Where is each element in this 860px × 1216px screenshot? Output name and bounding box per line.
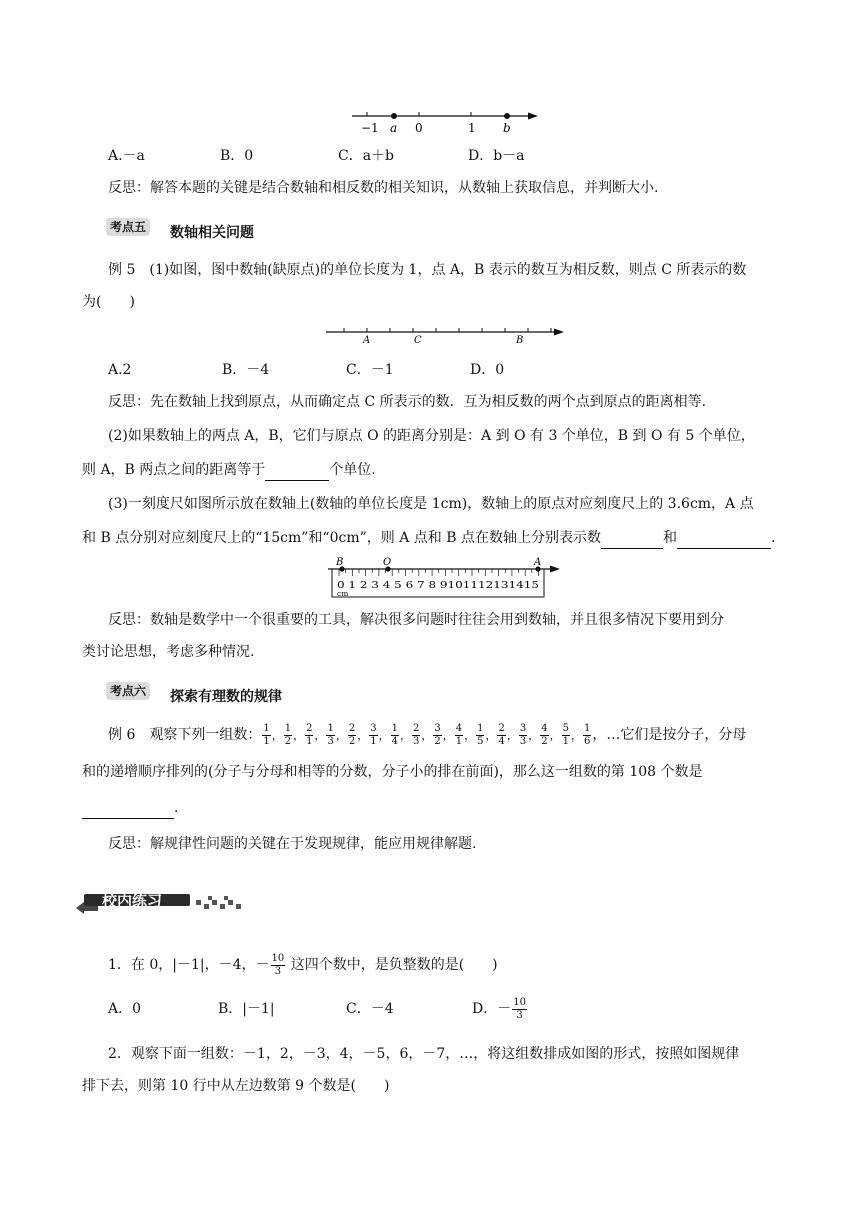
- example-5-part-3-cont: [82, 528, 775, 549]
- section-tag: 考点六: [106, 682, 150, 700]
- reflection-text: 反思：解答本题的关键是结合数轴和相反数的相关知识，从数轴上获取信息，并判断大小.: [108, 180, 659, 196]
- separator: ，: [528, 729, 540, 742]
- numerator: 1: [583, 722, 591, 734]
- fraction: [433, 723, 441, 748]
- option-a: A．0: [108, 1001, 142, 1017]
- example-6-text-end: [82, 798, 178, 819]
- fraction: [583, 723, 591, 748]
- text: .: [770, 530, 776, 546]
- separator: ，: [485, 729, 497, 742]
- question-2: 2．观察下面一组数：－1，2，－3，4，－5，6，－7，…，将这组数排成如图的形式，按照如图规律: [108, 1046, 740, 1062]
- denominator: 2: [348, 735, 356, 747]
- option-a: A.2: [108, 362, 132, 378]
- fraction: [326, 723, 334, 748]
- option-b: B．|－1|: [218, 1001, 275, 1017]
- numerator: 3: [370, 722, 377, 734]
- numerator: 2: [498, 722, 505, 734]
- example-5-part-2-cont: [82, 460, 376, 481]
- point-label: O: [383, 557, 392, 568]
- option-b: B．0: [220, 148, 254, 164]
- numerator: 1: [391, 722, 398, 734]
- fraction: [391, 723, 399, 748]
- fraction: [540, 723, 548, 748]
- numerator: 1: [284, 722, 292, 734]
- text: 和 B 点分别对应刻度尺上的“15cm”和“0cm”，则 A 点和 B 点在数轴上分别表示数: [82, 530, 601, 546]
- text: D．－: [472, 1001, 512, 1017]
- practice-banner: [74, 888, 246, 916]
- axis-label: B: [516, 335, 524, 346]
- example-6-text-cont: 和的递增顺序排列的(分子与分母和相等的分数，分子小的排在前面)，那么这一组数的第 108 个数是: [82, 764, 703, 780]
- denominator: 3: [327, 735, 334, 747]
- numerator: 10: [271, 952, 285, 964]
- point-label: A: [534, 557, 542, 568]
- answer-blank[interactable]: [677, 528, 771, 549]
- numerator: 5: [562, 722, 569, 734]
- example-5-text-cont: 为( ): [82, 294, 135, 310]
- denominator: 4: [391, 735, 398, 747]
- point-label: B: [336, 557, 344, 568]
- separator: ，: [293, 729, 305, 742]
- ruler-unit: cm: [337, 589, 349, 598]
- fraction: [284, 723, 292, 748]
- fraction: [369, 723, 377, 748]
- section-title: 探索有理数的规律: [170, 689, 282, 705]
- axis-label: −1: [361, 121, 379, 135]
- fraction: [348, 723, 356, 748]
- separator: ，: [442, 729, 454, 742]
- separator: ，: [421, 729, 433, 742]
- numerator: 10: [513, 996, 526, 1008]
- numerator: 3: [434, 722, 441, 734]
- fraction: [455, 723, 463, 748]
- example-5-part-2: (2)如果数轴上的两点 A，B，它们与原点 O 的距离分别是：A 到 O 有 3 个单位，B 到 O 有 5 个单位，: [108, 428, 755, 444]
- answer-blank[interactable]: [82, 798, 174, 819]
- numerator: 1: [327, 722, 334, 734]
- reflection-text: 反思：数轴是数学中一个很重要的工具，解决很多问题时往往会用到数轴，并且很多情况下要用到分: [108, 612, 724, 628]
- fraction: [562, 723, 570, 748]
- denominator: 2: [434, 735, 441, 747]
- question-1: [108, 950, 498, 980]
- ruler-digits: 0 1 2 3 4 5 6 7 8 9101112131415: [337, 580, 539, 591]
- denominator: 2: [284, 735, 292, 747]
- option-b: B．－4: [222, 362, 270, 378]
- denominator: 5: [477, 735, 484, 747]
- denominator: 1: [455, 735, 463, 747]
- axis-label: A: [363, 335, 371, 346]
- separator: ，: [378, 729, 390, 742]
- text: 个单位.: [329, 462, 376, 478]
- numerator: 1: [477, 722, 484, 734]
- denominator: 3: [516, 1009, 523, 1021]
- example-5-part-3: (3)一刻度尺如图所示放在数轴上(数轴的单位长度是 1cm)，数轴上的原点对应刻度尺上的 3.6cm，A 点: [108, 496, 754, 512]
- denominator: 1: [306, 735, 313, 747]
- fraction: [271, 953, 286, 978]
- separator: ，: [357, 729, 369, 742]
- answer-blank[interactable]: [265, 460, 329, 481]
- text: 和: [662, 530, 677, 546]
- denominator: 2: [541, 735, 548, 747]
- option-c: C．－4: [346, 1001, 394, 1017]
- numerator: 4: [455, 722, 463, 734]
- fraction: [497, 723, 505, 748]
- denominator: 1: [370, 735, 377, 747]
- separator: ，: [399, 729, 411, 742]
- text: 则 A，B 两点之间的距离等于: [82, 462, 266, 478]
- fraction: [512, 997, 527, 1022]
- option-a: A.－a: [108, 148, 145, 164]
- denominator: 3: [412, 735, 420, 747]
- numerator: 1: [263, 722, 270, 734]
- number-line-figure-2: [324, 322, 568, 346]
- fraction: [262, 723, 270, 748]
- separator: ，: [570, 729, 582, 742]
- answer-blank[interactable]: [601, 528, 663, 549]
- reflection-text-cont: 类讨论思想，考虑多种情况.: [82, 644, 255, 660]
- example-6-text: [108, 720, 746, 750]
- fraction: [519, 723, 527, 748]
- fraction: [305, 723, 313, 748]
- axis-label: C: [414, 335, 422, 346]
- denominator: 3: [274, 965, 282, 977]
- separator: ，: [464, 729, 476, 742]
- fraction: [476, 723, 484, 748]
- fraction-sequence: [261, 722, 592, 747]
- denominator: 4: [498, 735, 505, 747]
- denominator: 6: [583, 735, 591, 747]
- separator: ，: [271, 729, 283, 742]
- option-d: [472, 994, 528, 1024]
- denominator: 3: [519, 735, 527, 747]
- text: 例 6 观察下列一组数：: [108, 727, 262, 743]
- axis-label: b: [503, 121, 511, 135]
- number-line-figure: [350, 108, 542, 136]
- numerator: 3: [519, 722, 527, 734]
- axis-label: 0: [415, 121, 423, 135]
- separator: ，: [335, 729, 347, 742]
- numerator: 4: [541, 722, 548, 734]
- question-2-cont: 排下去，则第 10 行中从左边数第 9 个数是( ): [82, 1078, 390, 1094]
- separator: ，: [549, 729, 561, 742]
- section-tag: 考点五: [106, 218, 150, 236]
- text: .: [174, 800, 179, 816]
- numerator: 2: [412, 722, 420, 734]
- reflection-text: 反思：先在数轴上找到原点，从而确定点 C 所表示的数．互为相反数的两个点到原点的距离相等.: [108, 394, 707, 410]
- numerator: 2: [306, 722, 313, 734]
- numerator: 2: [348, 722, 356, 734]
- axis-label: 1: [468, 121, 476, 135]
- text: 这四个数中，是负整数的是( ): [286, 957, 498, 973]
- option-c: C．－1: [346, 362, 394, 378]
- reflection-text: 反思：解规律性问题的关键在于发现规律，能应用规律解题.: [108, 836, 477, 852]
- example-5-text: 例 5 (1)如图，图中数轴(缺原点)的单位长度为 1，点 A，B 表示的数互为相反数，则点 C 所表示的数: [108, 262, 747, 278]
- option-d: D．0: [470, 362, 505, 378]
- section-title: 数轴相关问题: [170, 225, 254, 241]
- fraction: [412, 723, 420, 748]
- text: ，…它们是按分子，分母: [592, 727, 747, 743]
- option-d: D．b－a: [468, 148, 525, 164]
- axis-label: a: [390, 121, 398, 135]
- separator: ，: [506, 729, 518, 742]
- denominator: 1: [263, 735, 270, 747]
- option-c: C．a＋b: [338, 148, 395, 164]
- denominator: 1: [562, 735, 569, 747]
- text: 1．在 0，|－1|，－4，－: [108, 957, 270, 973]
- banner-title: 校内练习: [102, 892, 163, 910]
- ruler-figure: [326, 555, 562, 599]
- separator: ，: [314, 729, 326, 742]
